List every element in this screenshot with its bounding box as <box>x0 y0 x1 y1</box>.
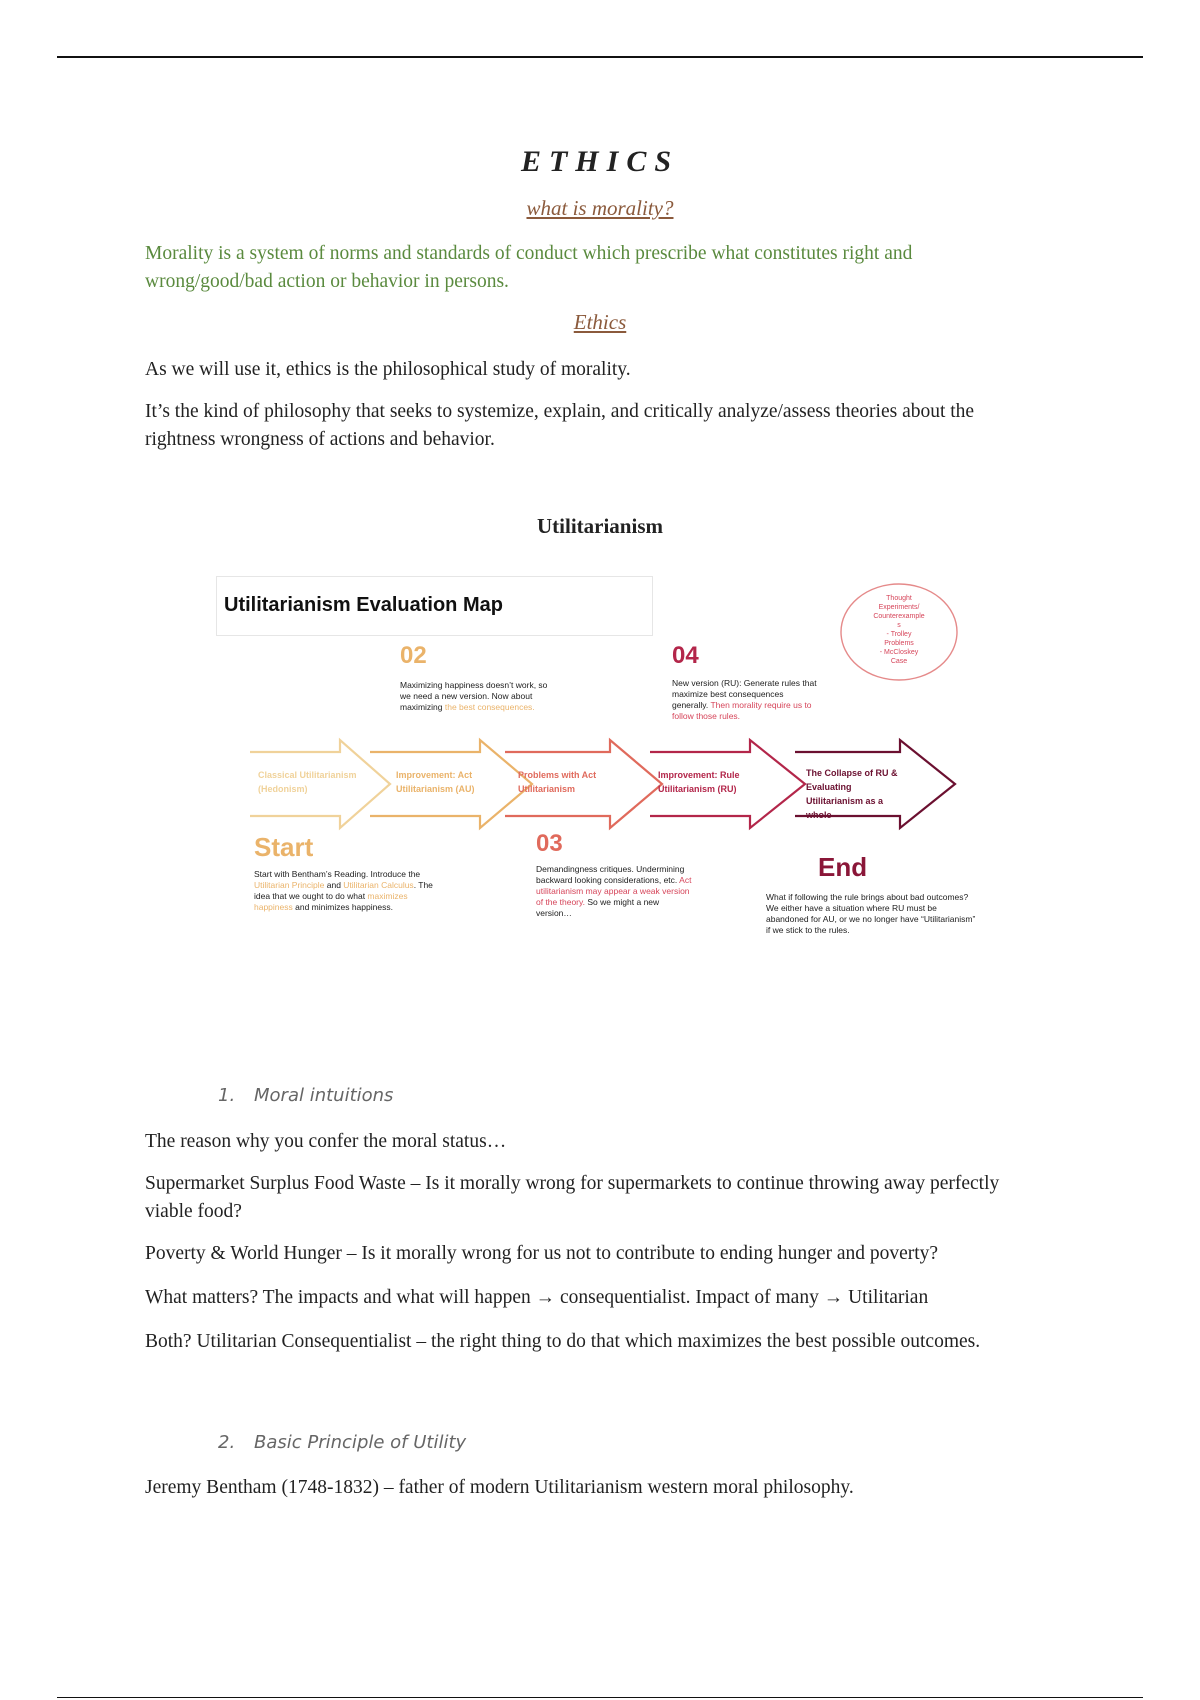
step-02-text <box>400 680 560 713</box>
utilitarianism-evaluation-map <box>210 562 990 962</box>
section-1-paragraph-3: Poverty & World Hunger – Is it morally wrong for us not to contribute to ending hunger and poverty? <box>145 1243 939 1264</box>
section-2-paragraph-1: Jeremy Bentham (1748-1832) – father of modern Utilitarianism western moral philosophy. <box>145 1477 854 1498</box>
circle-line: Problems <box>884 640 914 647</box>
section-2-title: Basic Principle of Utility <box>254 1432 467 1453</box>
circle-line: s <box>897 622 901 629</box>
circle-line: Case <box>890 658 908 665</box>
start-text-f: maximizes happiness <box>254 891 408 912</box>
circle-line: Experiments/ <box>878 604 920 611</box>
subtitle: what is morality? <box>526 196 674 220</box>
step-03-text-c: So we might a new version… <box>536 897 660 918</box>
step-03-text-b: Act utilitarianism may appear a weak version of the theory. <box>536 875 692 907</box>
page-title: ETHICS <box>520 145 680 178</box>
start-text-b: Utilitarian Principle <box>254 880 325 890</box>
map-title: Utilitarianism Evaluation Map <box>224 594 503 616</box>
stage-4-label: Improvement: Rule Utilitarianism (RU) <box>658 770 740 794</box>
step-03-text-a: Demandingness critiques. Undermining backward looking considerations, etc. <box>536 864 685 885</box>
circle-line: - Trolley <box>886 631 912 638</box>
start-text-a: Start with Bentham’s Reading. Introduce the <box>254 869 421 879</box>
ethics-paragraph-1: As we will use it, ethics is the philosophical study of morality. <box>145 359 631 380</box>
section-1-paragraph-4: What matters? The impacts and what will happen → consequentialist. Impact of many → Utilitarian <box>145 1287 929 1308</box>
section-1-title: Moral intuitions <box>254 1085 394 1106</box>
section-1-number: 1. <box>218 1085 236 1106</box>
step-04-text <box>672 678 822 722</box>
stage-3-label: Problems with Act Utilitarianism <box>518 770 597 794</box>
top-rule <box>57 56 1143 58</box>
step-02-text-a: Maximizing happiness doesn’t work, so we need a new version. Now about maximizing <box>400 680 548 712</box>
circle-line: Counterexample <box>873 613 925 620</box>
end-text: What if following the rule brings about bad outcomes? We either have a situation where RU must be abandoned for AU, or we no longer have “Utilitarianism” if we stick to the rules. <box>766 892 976 935</box>
section-2-number: 2. <box>218 1432 236 1453</box>
step-04-text-b: Then morality require us to follow those rules. <box>672 700 812 721</box>
step-04-text-a: New version (RU): Generate rules that maximize best consequences generally. <box>672 678 817 710</box>
bottom-rule <box>57 1697 1143 1698</box>
section-1-paragraph-2: Supermarket Surplus Food Waste – Is it morally wrong for supermarkets to continue throwing away perfectly viable food? <box>145 1173 1000 1222</box>
morality-definition: Morality is a system of norms and standards of conduct which prescribe what constitutes right and wrong/good/bad action or behavior in persons. <box>145 243 913 292</box>
start-text-e: . The idea that we ought to do what <box>254 880 433 901</box>
section-1-paragraph-1: The reason why you confer the moral status… <box>145 1131 507 1152</box>
section-2-heading <box>218 1432 466 1453</box>
step-03-number: 03 <box>536 830 563 857</box>
step-03-text <box>536 864 696 919</box>
start-text-d: Utilitarian Calculus <box>343 880 414 890</box>
end-label: End <box>818 852 868 882</box>
ethics-heading: Ethics <box>573 310 627 334</box>
start-text-g: and minimizes happiness. <box>292 902 393 912</box>
ethics-paragraph-2: It’s the kind of philosophy that seeks to systemize, explain, and critically analyze/assess theories about the rightness wrongness of actions and behavior. <box>145 401 975 450</box>
utilitarianism-heading: Utilitarianism <box>537 514 663 538</box>
step-02-number: 02 <box>400 642 427 669</box>
stage-1-label: Classical Utilitarianism (Hedonism) <box>258 770 357 794</box>
stage-2-label: Improvement: Act Utilitarianism (AU) <box>396 770 475 794</box>
circle-line: - McCloskey <box>879 649 919 656</box>
start-text <box>254 869 444 913</box>
section-1-heading <box>218 1085 393 1106</box>
section-1-paragraph-5: Both? Utilitarian Consequentialist – the right thing to do that which maximizes the best possible outcomes. <box>145 1331 981 1352</box>
step-04-number: 04 <box>672 642 699 669</box>
start-label: Start <box>254 832 314 862</box>
stage-5-label: The Collapse of RU & Evaluating Utilitarianism as a whole <box>806 768 898 820</box>
start-text-c: and <box>324 880 344 890</box>
step-02-text-b: the best consequences. <box>444 702 535 712</box>
circle-line: Thought <box>886 595 912 602</box>
circle-text <box>850 594 948 666</box>
